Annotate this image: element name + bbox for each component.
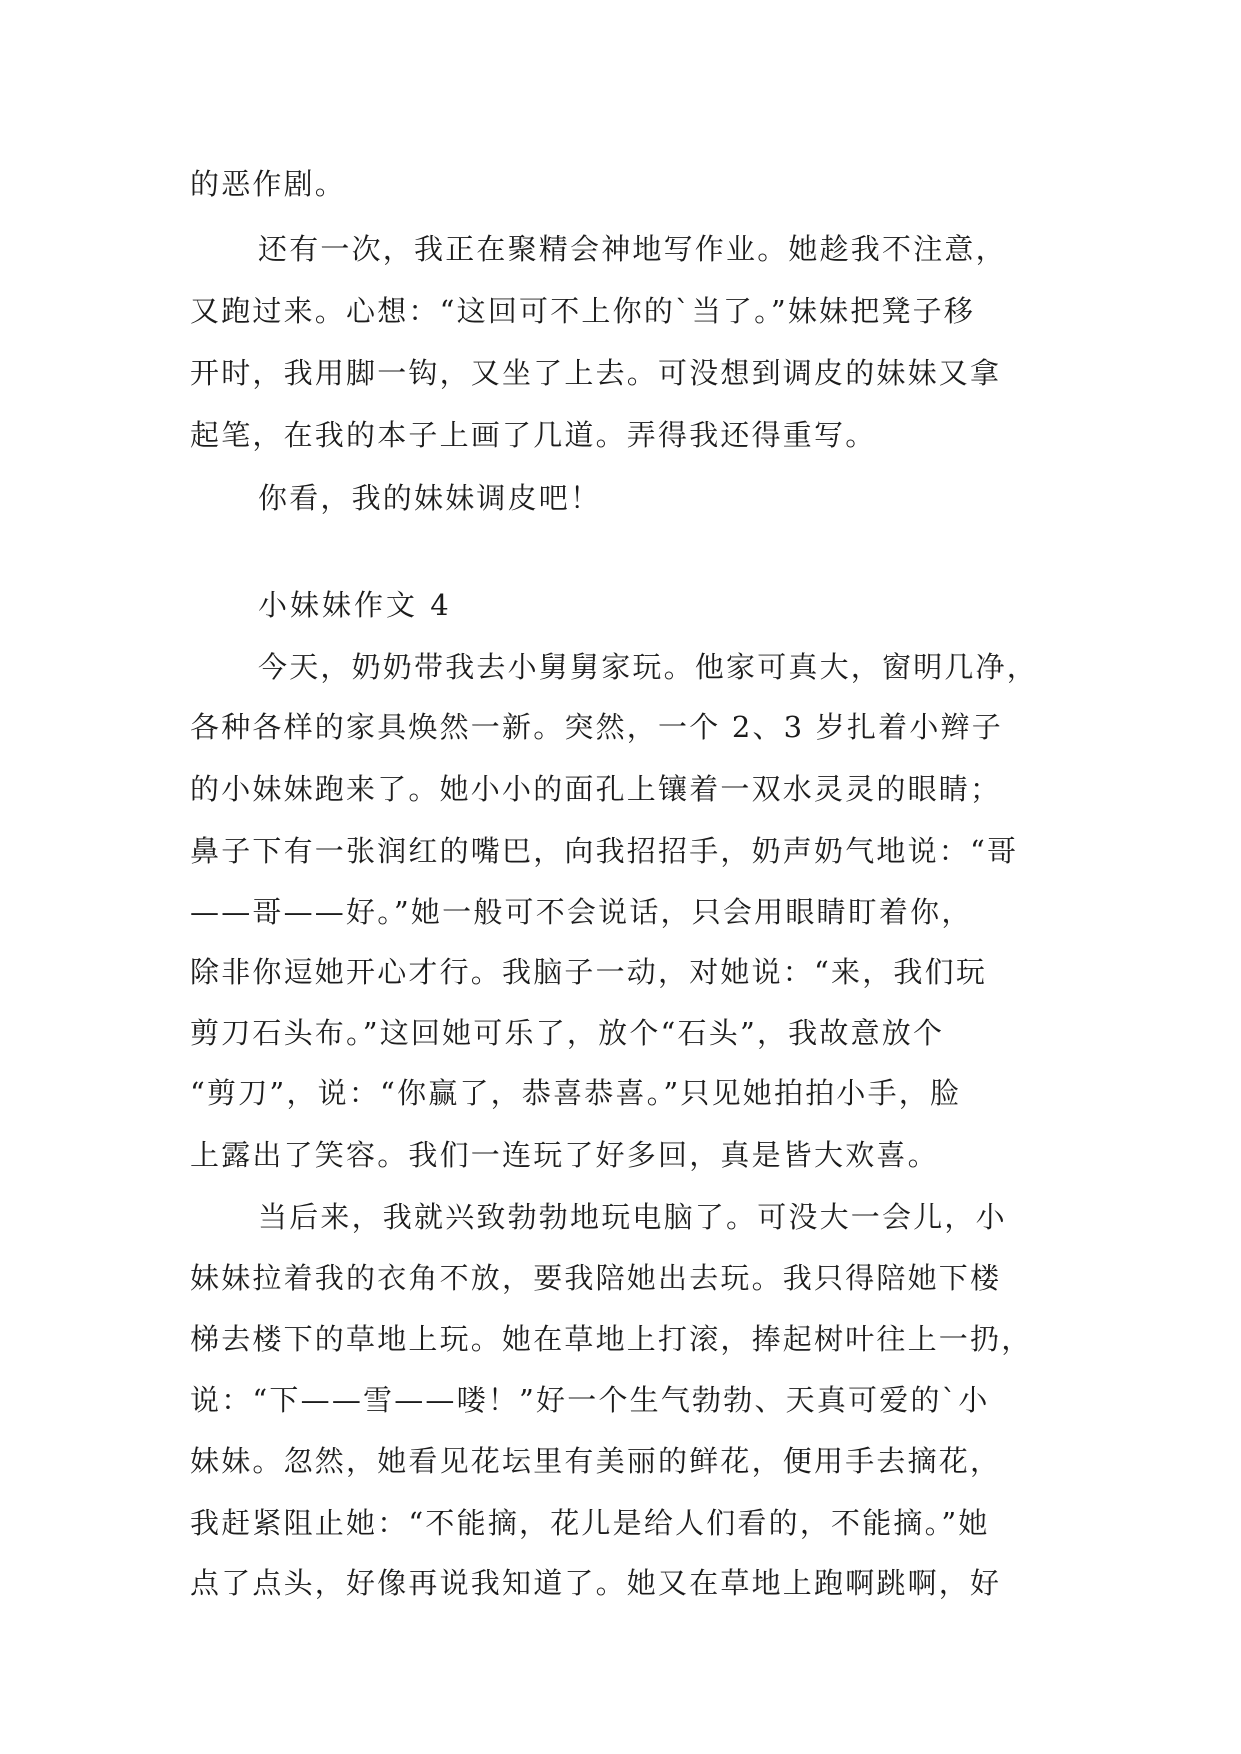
text-line: 说：“下——雪——喽！”好一个生气勃勃、天真可爱的`小 [190, 1383, 990, 1417]
text-line: 剪刀石头布。”这回她可乐了，放个“石头”，我故意放个 [190, 1016, 945, 1050]
text-line: 起笔，在我的本子上画了几道。弄得我还得重写。 [190, 418, 877, 452]
text-line: “剪刀”，说：“你赢了，恭喜恭喜。”只见她拍拍小手，脸 [190, 1076, 962, 1110]
text-line: 你看，我的妹妹调皮吧！ [258, 481, 602, 515]
text-line: 我赶紧阻止她：“不能摘，花儿是给人们看的，不能摘。”她 [190, 1506, 990, 1540]
text-line: ——哥——好。”她一般可不会说话，只会用眼睛盯着你， [190, 895, 973, 929]
section-heading: 小妹妹作文 4 [258, 588, 452, 622]
text-line: 当后来，我就兴致勃勃地玩电脑了。可没大一会儿，小 [258, 1200, 1007, 1234]
text-line: 又跑过来。心想：“这回可不上你的`当了。”妹妹把凳子移 [190, 294, 976, 328]
text-line: 还有一次，我正在聚精会神地写作业。她趁我不注意， [258, 232, 1007, 266]
text-line: 妹妹。忽然，她看见花坛里有美丽的鲜花，便用手去摘花， [190, 1444, 1002, 1478]
text-line: 除非你逗她开心才行。我脑子一动，对她说：“来，我们玩 [190, 955, 988, 989]
text-line: 上露出了笑容。我们一连玩了好多回，真是皆大欢喜。 [190, 1138, 939, 1172]
text-line: 开时，我用脚一钩，又坐了上去。可没想到调皮的妹妹又拿 [190, 356, 1002, 390]
text-line: 的小妹妹跑来了。她小小的面孔上镶着一双水灵灵的眼睛； [190, 772, 1002, 806]
text-line: 妹妹拉着我的衣角不放，要我陪她出去玩。我只得陪她下楼 [190, 1261, 1002, 1295]
text-line: 的恶作剧。 [190, 167, 347, 201]
text-line: 各种各样的家具焕然一新。突然，一个 2、3 岁扎着小辫子 [190, 710, 1003, 744]
text-line: 梯去楼下的草地上玩。她在草地上打滚，捧起树叶往上一扔， [190, 1322, 1033, 1356]
text-line: 鼻子下有一张润红的嘴巴，向我招招手，奶声奶气地说：“哥 [190, 834, 1019, 868]
text-line: 点了点头，好像再说我知道了。她又在草地上跑啊跳啊，好 [190, 1566, 1002, 1600]
text-line: 今天，奶奶带我去小舅舅家玩。他家可真大，窗明几净， [258, 650, 1039, 684]
